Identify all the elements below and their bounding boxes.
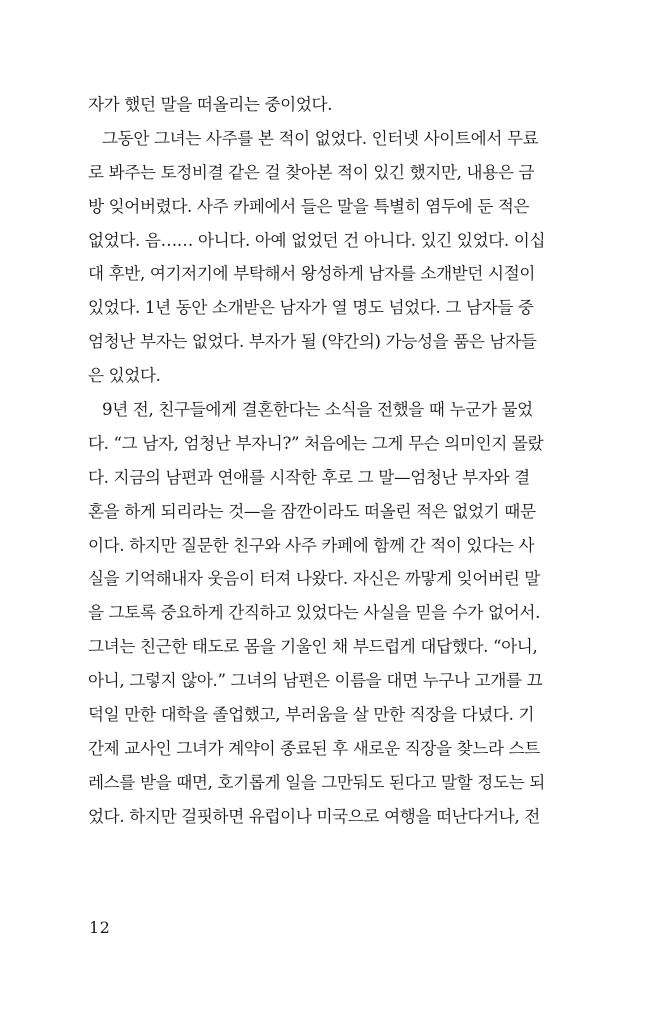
text-line: 레스를 받을 때면, 호기롭게 일을 그만둬도 된다고 말할 정도는 되: [88, 772, 545, 792]
text-line: 혼을 하게 되리라는 것—을 잠깐이라도 떠올린 적은 없었기 때문: [88, 501, 536, 521]
text-line: 었다. 하지만 걸핏하면 유럽이나 미국으로 여행을 떠난다거나, 전: [88, 806, 540, 826]
text-line: 있었다. 1년 동안 소개받은 남자가 열 명도 넘었다. 그 남자들 중: [88, 298, 534, 318]
text-line: 없었다. 음…… 아니다. 아예 없었던 건 아니다. 있긴 있었다. 이십: [88, 230, 546, 250]
text-line: 아니, 그렇지 않아.” 그녀의 남편은 이름을 대면 누구나 고개를 끄: [88, 671, 543, 691]
text-line: 실을 기억해내자 웃음이 터져 나왔다. 자신은 까맣게 잊어버린 말: [88, 569, 540, 589]
text-line: 로 봐주는 토정비결 같은 걸 찾아본 적이 있긴 했지만, 내용은 금: [88, 162, 535, 182]
text-line: 그동안 그녀는 사주를 본 적이 없었다. 인터넷 사이트에서 무료: [102, 128, 539, 148]
text-line: 간제 교사인 그녀가 계약이 종료된 후 새로운 직장을 찾느라 스트: [88, 738, 540, 758]
text-line: 다. “그 남자, 엄청난 부자니?” 처음에는 그게 무슨 의미인지 몰랐: [88, 433, 544, 453]
text-line: 덕일 만한 대학을 졸업했고, 부러움을 살 만한 직장을 다녔다. 기: [88, 705, 535, 725]
text-line: 대 후반, 여기저기에 부탁해서 왕성하게 남자를 소개받던 시절이: [88, 264, 536, 284]
body-text: [88, 88, 586, 834]
text-line: 그녀는 친근한 태도로 몸을 기울인 채 부드럽게 대답했다. “아니,: [88, 637, 538, 657]
text-line: 9년 전, 친구들에게 결혼한다는 소식을 전했을 때 누군가 물었: [102, 400, 533, 420]
text-line: 방 잊어버렸다. 사주 카페에서 들은 말을 특별히 염두에 둔 적은: [88, 196, 530, 216]
text-line: 엄청난 부자는 없었다. 부자가 될 (약간의) 가능성을 품은 남자들: [88, 332, 537, 352]
text-line: 은 있었다.: [88, 366, 161, 386]
text-line: 이다. 하지만 질문한 친구와 사주 카페에 함께 간 적이 있다는 사: [88, 535, 535, 555]
text-line: 을 그토록 중요하게 간직하고 있었다는 사실을 믿을 수가 없어서.: [88, 603, 540, 623]
page-number: 12: [89, 918, 111, 937]
text-line: 다. 지금의 남편과 연애를 시작한 후로 그 말—엄청난 부자와 결: [88, 467, 530, 487]
text-line: 자가 했던 말을 떠올리는 중이었다.: [88, 95, 333, 114]
